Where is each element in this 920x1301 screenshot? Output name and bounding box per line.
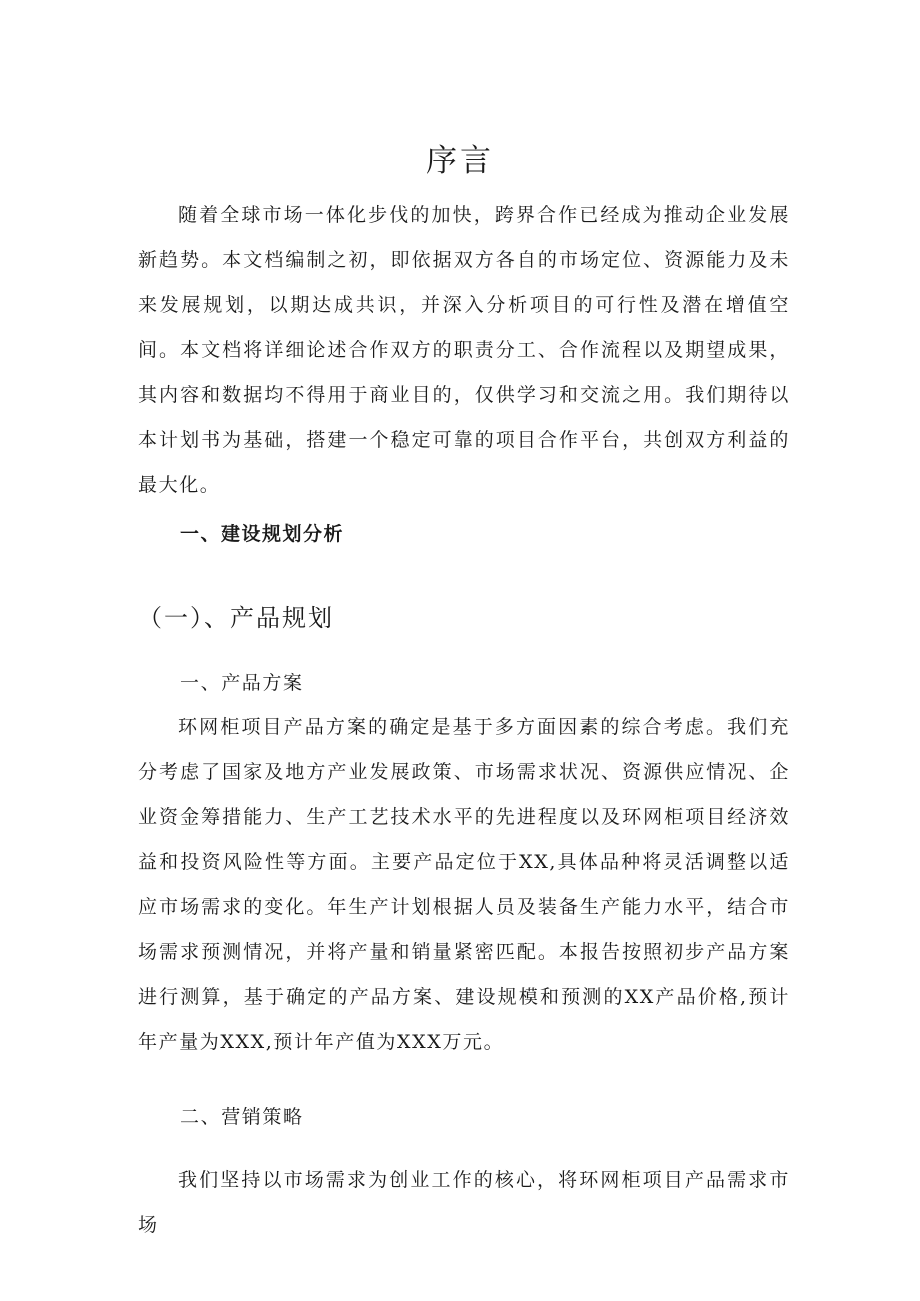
section-heading: （一）、产品规划	[138, 604, 334, 632]
subsection-heading-marketing: 二、营销策略	[180, 1106, 304, 1128]
product-plan-paragraph: 环网柜项目产品方案的确定是基于多方面因素的综合考虑。我们充分考虑了国家及地方产业发展政策、市场需求状况、资源供应情况、企业资金筹措能力、生产工艺技术水平的先进程度以及环网柜项目经济效益和投资风险性等方面。主要产品定位于XX,具体品种将灵活调整以适应市场需求的变化。年生产计划根据人员及装备生产能力水平，结合市场需求预测情况，并将产量和销量紧密匹配。本报告按照初步产品方案进行测算，基于确定的产品方案、建设规模和预测的XX产品价格,预计年产量为XXX,预计年产值为XXX万元。	[138, 716, 790, 1053]
chapter-heading: 一、建设规划分析	[180, 523, 345, 545]
subsection-heading-product-plan: 一、产品方案	[180, 672, 304, 694]
preface-paragraph: 随着全球市场一体化步伐的加快，跨界合作已经成为推动企业发展新趋势。本文档编制之初，即依据双方各自的市场定位、资源能力及未来发展规划，以期达成共识，并深入分析项目的可行性及潜在增值空间。本文档将详细论述合作双方的职责分工、合作流程以及期望成果，其内容和数据均不得用于商业目的，仅供学习和交流之用。我们期待以本计划书为基础，搭建一个稳定可靠的项目合作平台，共创双方利益的最大化。	[138, 204, 790, 496]
marketing-paragraph: 我们坚持以市场需求为创业工作的核心，将环网柜项目产品需求市场	[138, 1169, 790, 1236]
page-title: 序言	[426, 142, 494, 179]
